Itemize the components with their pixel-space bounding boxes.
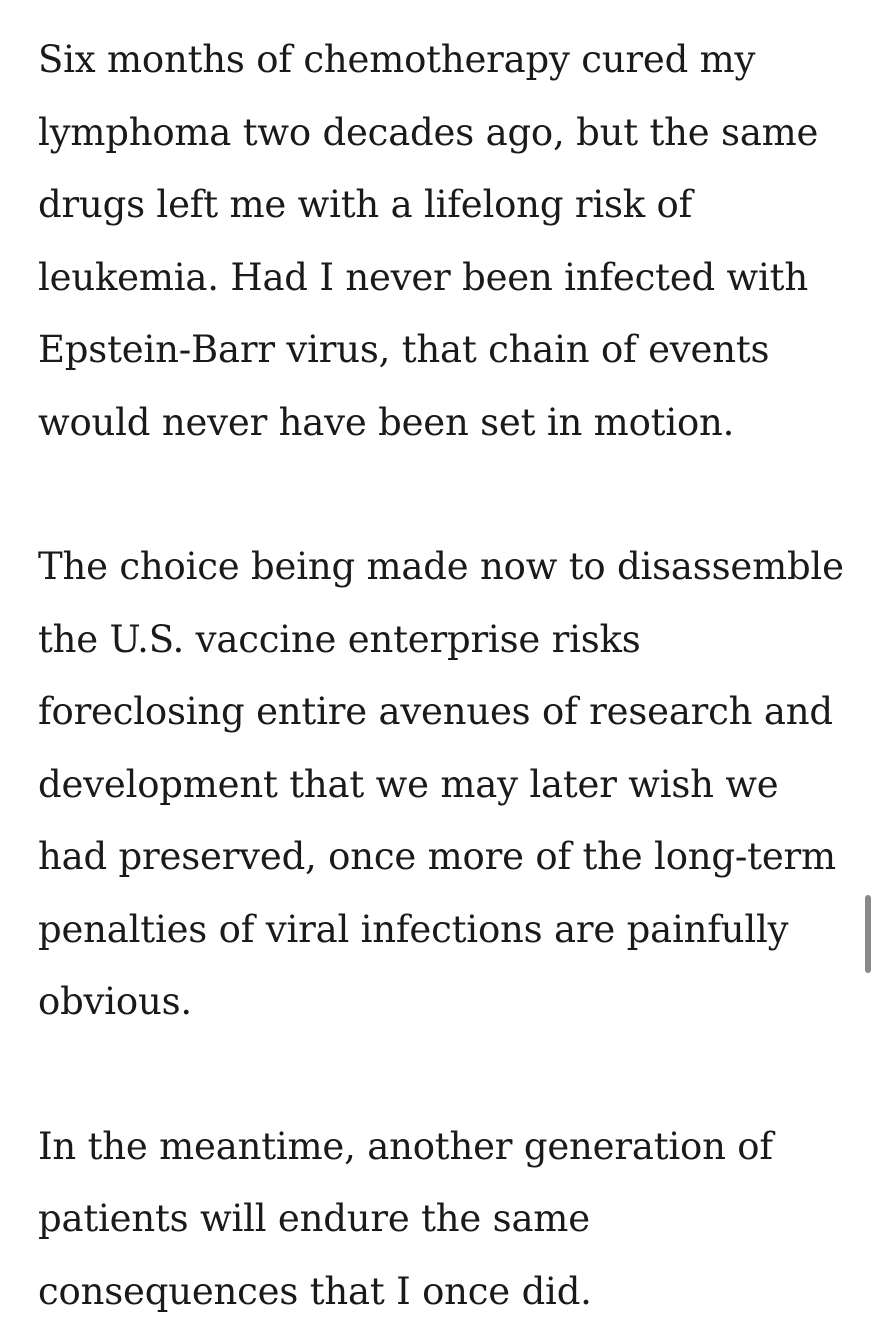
paragraph-2 xyxy=(38,531,838,1039)
paragraph-line: penalties of viral infections are painfully xyxy=(38,894,838,967)
paragraph-line: In the meantime, another generation of xyxy=(38,1111,838,1184)
paragraph-line: leukemia. Had I never been infected with xyxy=(38,242,838,315)
paragraph-line: The choice being made now to disassemble xyxy=(38,531,838,604)
article-body xyxy=(38,24,838,1328)
paragraph-line: drugs left me with a lifelong risk of xyxy=(38,169,838,242)
paragraph-line: consequences that I once did. xyxy=(38,1256,838,1328)
paragraph-line: Six months of chemotherapy cured my xyxy=(38,24,838,97)
paragraph-line: obvious. xyxy=(38,966,838,1039)
paragraph-line: the U.S. vaccine enterprise risks xyxy=(38,604,838,677)
paragraph-line: patients will endure the same xyxy=(38,1183,838,1256)
vertical-scrollbar-thumb[interactable] xyxy=(865,895,871,973)
paragraph-line: development that we may later wish we xyxy=(38,749,838,822)
paragraph-line: Epstein-Barr virus, that chain of events xyxy=(38,314,838,387)
paragraph-line: lymphoma two decades ago, but the same xyxy=(38,97,838,170)
paragraph-line: would never have been set in motion. xyxy=(38,387,838,460)
paragraph-3 xyxy=(38,1111,838,1328)
paragraph-line: had preserved, once more of the long-term xyxy=(38,821,838,894)
paragraph-line: foreclosing entire avenues of research and xyxy=(38,676,838,749)
paragraph-1 xyxy=(38,24,838,459)
